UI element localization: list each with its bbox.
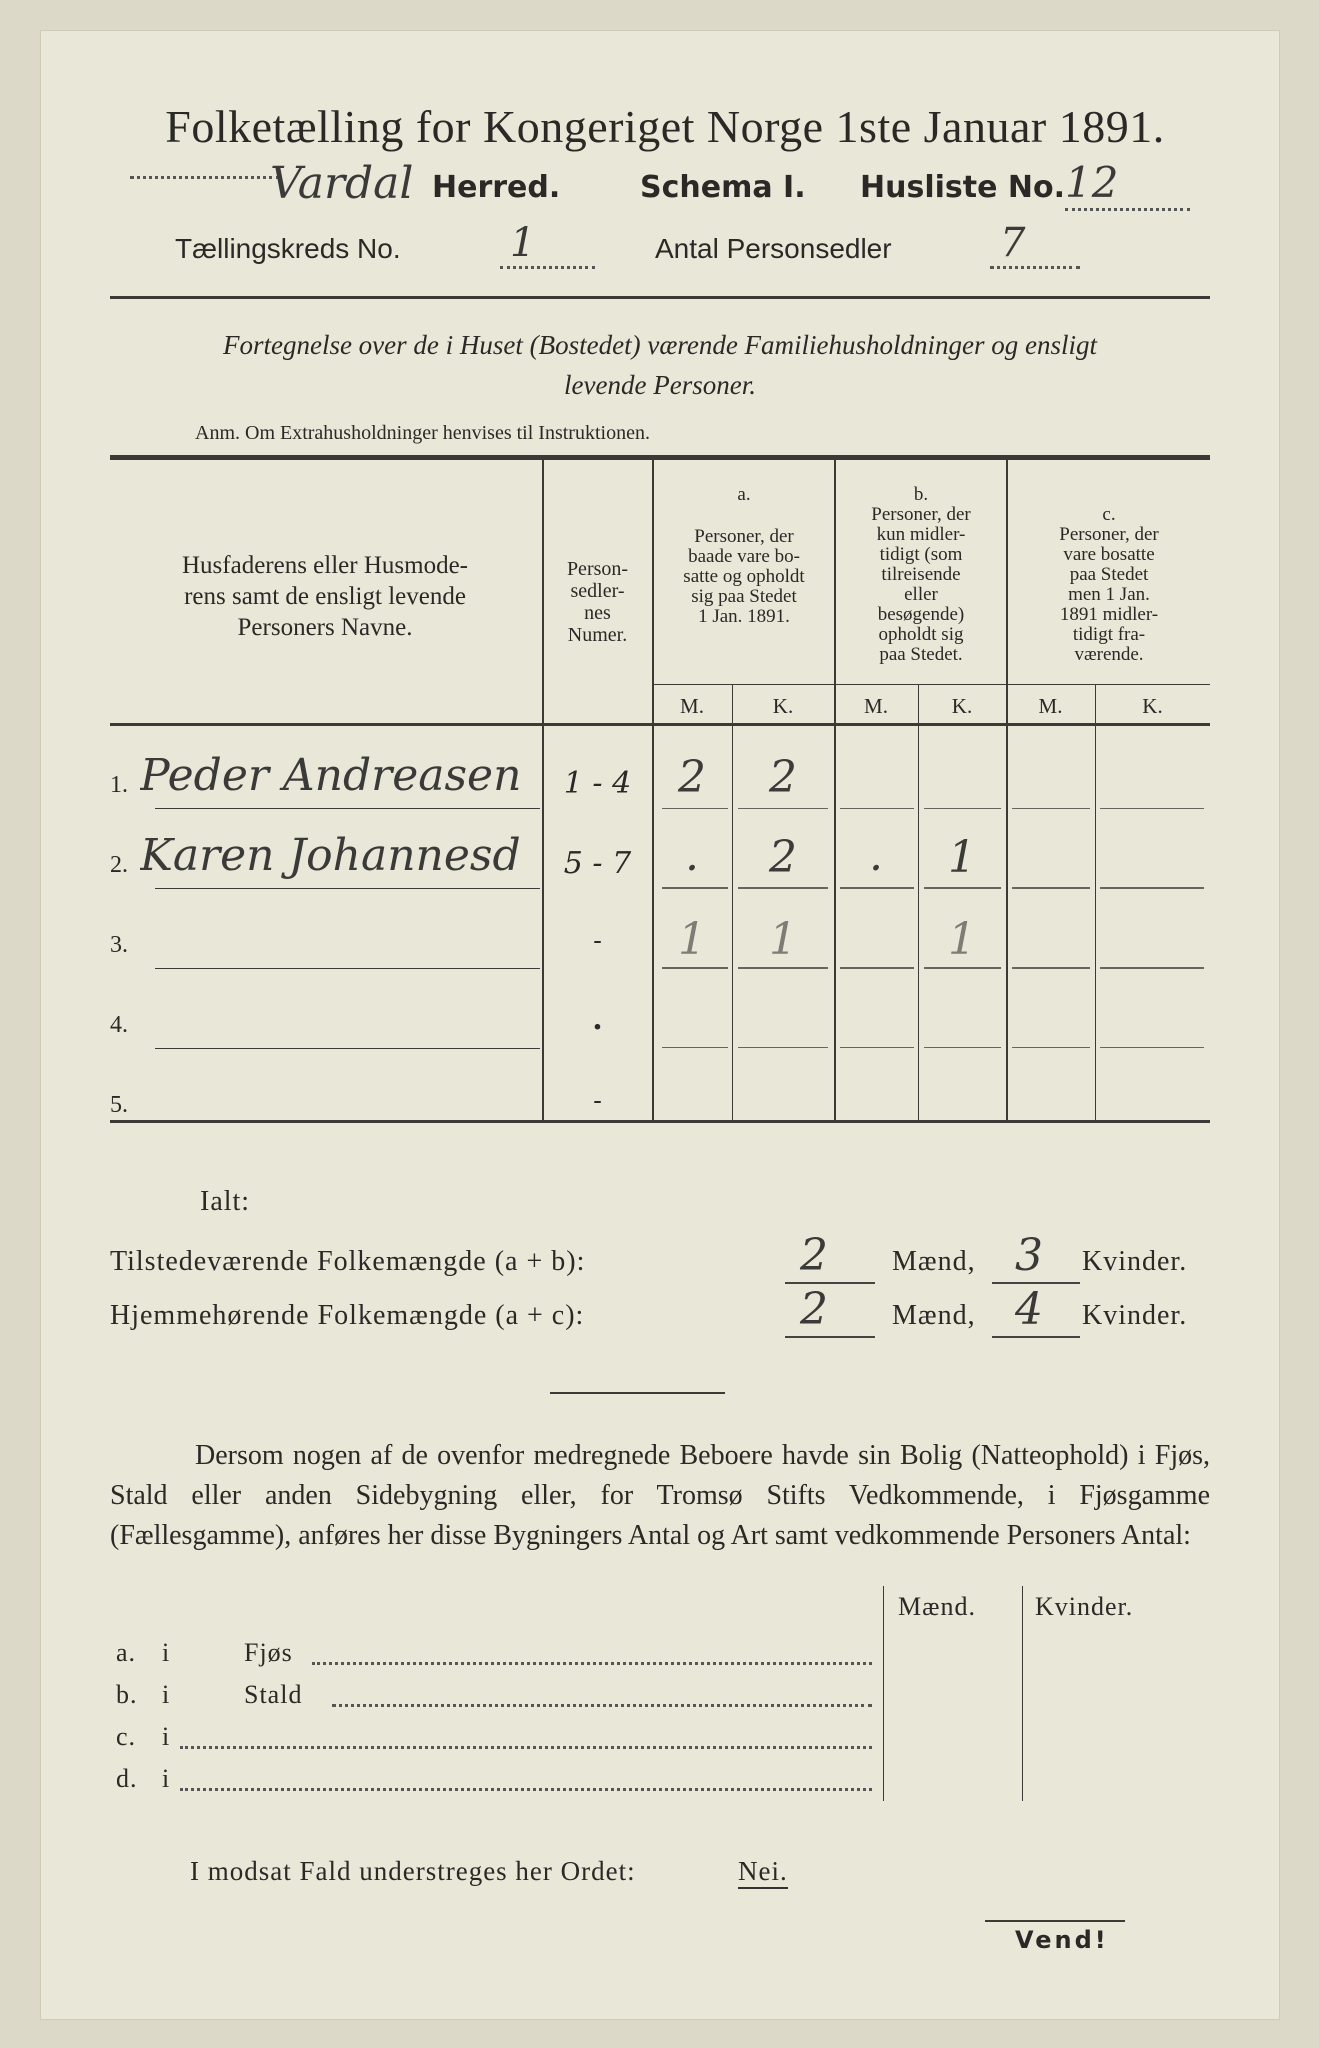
husliste-label: Husliste No. [860,170,1065,205]
tilstede-kvinder-value: 3 [1015,1230,1043,1281]
a-m-label: M. [680,694,704,718]
antal-dots [990,266,1080,269]
intro-line1: Fortegnelse over de i Huset (Bostedet) værende Familiehusholdninger og ensligt [222,330,1098,360]
hjemme-maend-line [785,1336,875,1338]
a-k-label: K. [772,694,794,718]
building-prep: i [162,1764,171,1793]
row-number: 2. [110,852,128,878]
buildings-vline-1 [883,1586,884,1801]
modsat-text: I modsat Fald understreges her Ordet: [190,1856,636,1886]
antal-value: 7 [1000,220,1026,266]
building-letter: a. [116,1638,137,1667]
mk-header-rule [652,684,1210,685]
row-num: . [592,1002,603,1037]
building-dots [180,1746,872,1749]
row-ak: 2 [769,832,797,883]
maend-word: Mænd, [892,1300,976,1331]
vend-rule [985,1920,1125,1922]
row-ak: 1 [769,914,797,965]
husliste-dots [1065,208,1190,211]
separator-rule [550,1392,725,1394]
tilstede-maend-line [785,1282,875,1284]
kreds-value: 1 [510,220,536,266]
row4-line [155,1048,540,1049]
vend-text: Vend! [1015,1926,1109,1954]
building-prep: i [162,1638,171,1667]
row-ak: 2 [769,752,797,803]
tilstede-label: Tilstedeværende Folkemængde (a + b): [110,1246,586,1277]
header-rule [110,296,1210,299]
table-header-rule [110,723,1210,726]
row-num: - [593,926,602,956]
row-num: - [593,1086,602,1116]
hjemme-maend-value: 2 [800,1284,828,1335]
row-number: 1. [110,772,128,798]
row-am: 1 [678,914,706,965]
hjemme-kvinder-value: 4 [1015,1284,1043,1335]
kvinder-word: Kvinder. [1082,1300,1188,1331]
table-top-rule [110,455,1210,460]
row-name: Karen Johannesd [140,830,521,881]
row-bk: 1 [948,914,976,965]
c-m-label: M. [1038,694,1063,718]
building-dots [312,1662,872,1665]
row2-line [155,888,540,889]
vline-a-mk [732,685,733,1122]
vline-a [834,460,836,1122]
col-name-header: Husfaderens eller Husmode- rens samt de ensligt levende Personers Navne. [181,552,468,641]
schema-label: Schema I. [640,170,806,205]
form-title: Folketælling for Kongeriget Norge 1ste Januar 1891. [165,101,1165,152]
kreds-label: Tællingskreds No. [175,233,401,264]
ialt-label: Ialt: [200,1186,251,1217]
b-m-label: M. [864,694,888,718]
hjemme-kvinder-line [992,1336,1080,1338]
buildings-vline-2 [1022,1586,1023,1801]
row-am: 2 [678,752,706,803]
table-bottom-rule [110,1120,1210,1123]
col-b-header: b. Personer, der kun midler- tidigt (som tilreisende eller besøgende) opholdt sig paa Stedet. [871,484,971,665]
building-prep: i [162,1722,171,1751]
row1-line [155,808,540,809]
col-c-header: c. Personer, der vare bosatte paa Stedet men 1 Jan. 1891 midler- tidigt fra- værende. [1059,504,1159,665]
vline-c-mk [1095,685,1096,1122]
row-number: 5. [110,1092,128,1118]
maend-head: Mænd. [898,1592,976,1621]
kvinder-head: Kvinder. [1035,1592,1134,1621]
building-dots [332,1704,872,1707]
building-letter: b. [116,1680,138,1709]
row-bm: . [869,830,883,881]
row-am: . [685,830,699,881]
building-label: Fjøs [244,1638,293,1667]
herred-value: Vardal [270,158,414,209]
col-a-header: a. Personer, der baade vare bo- satte og opholdt sig paa Stedet 1 Jan. 1891. [683,484,805,627]
building-dots [180,1788,872,1791]
row-num: 5 - 7 [563,846,632,881]
row-bk: 1 [948,832,976,883]
husliste-value: 12 [1065,158,1119,207]
row-number: 3. [110,932,128,958]
herred-label: Herred. [432,170,561,205]
vline-b-mk [918,685,919,1122]
kreds-dots [500,266,595,269]
hjemme-label: Hjemmehørende Folkemængde (a + c): [110,1300,585,1331]
b-k-label: K. [951,694,973,718]
row3-line [155,968,540,969]
col-num-header: Person- sedler- nes Numer. [566,558,629,646]
intro-line2: levende Personer. [564,370,756,400]
vline-b [1006,460,1008,1122]
antal-label: Antal Personsedler [655,233,892,264]
herred-dots [130,176,280,179]
buildings-paragraph: Dersom nogen af de ovenfor medregnede Beboere havde sin Bolig (Natteophold) i Fjøs, Stald eller anden Sidebygning eller, for Tromsø Stifts Vedkommende, i Fjøsgamme (Fællesgamme), anføres her disse Bygningers Antal og Art samt vedkommende Personers Antal: [110,1440,1210,1551]
row-num: 1 - 4 [563,766,632,801]
anm-note: Anm. Om Extrahusholdninger henvises til Instruktionen. [195,422,650,444]
nei-word: Nei. [738,1856,788,1889]
census-form-page [40,30,1280,2020]
building-letter: c. [116,1722,137,1751]
row-number: 4. [110,1012,128,1038]
vline-name [542,460,544,1122]
maend-word: Mænd, [892,1246,976,1277]
kvinder-word: Kvinder. [1082,1246,1188,1277]
building-prep: i [162,1680,171,1709]
building-letter: d. [116,1764,138,1793]
tilstede-maend-value: 2 [800,1230,828,1281]
c-k-label: K. [1142,694,1163,718]
row-name: Peder Andreasen [140,750,522,801]
building-label: Stald [244,1680,303,1709]
